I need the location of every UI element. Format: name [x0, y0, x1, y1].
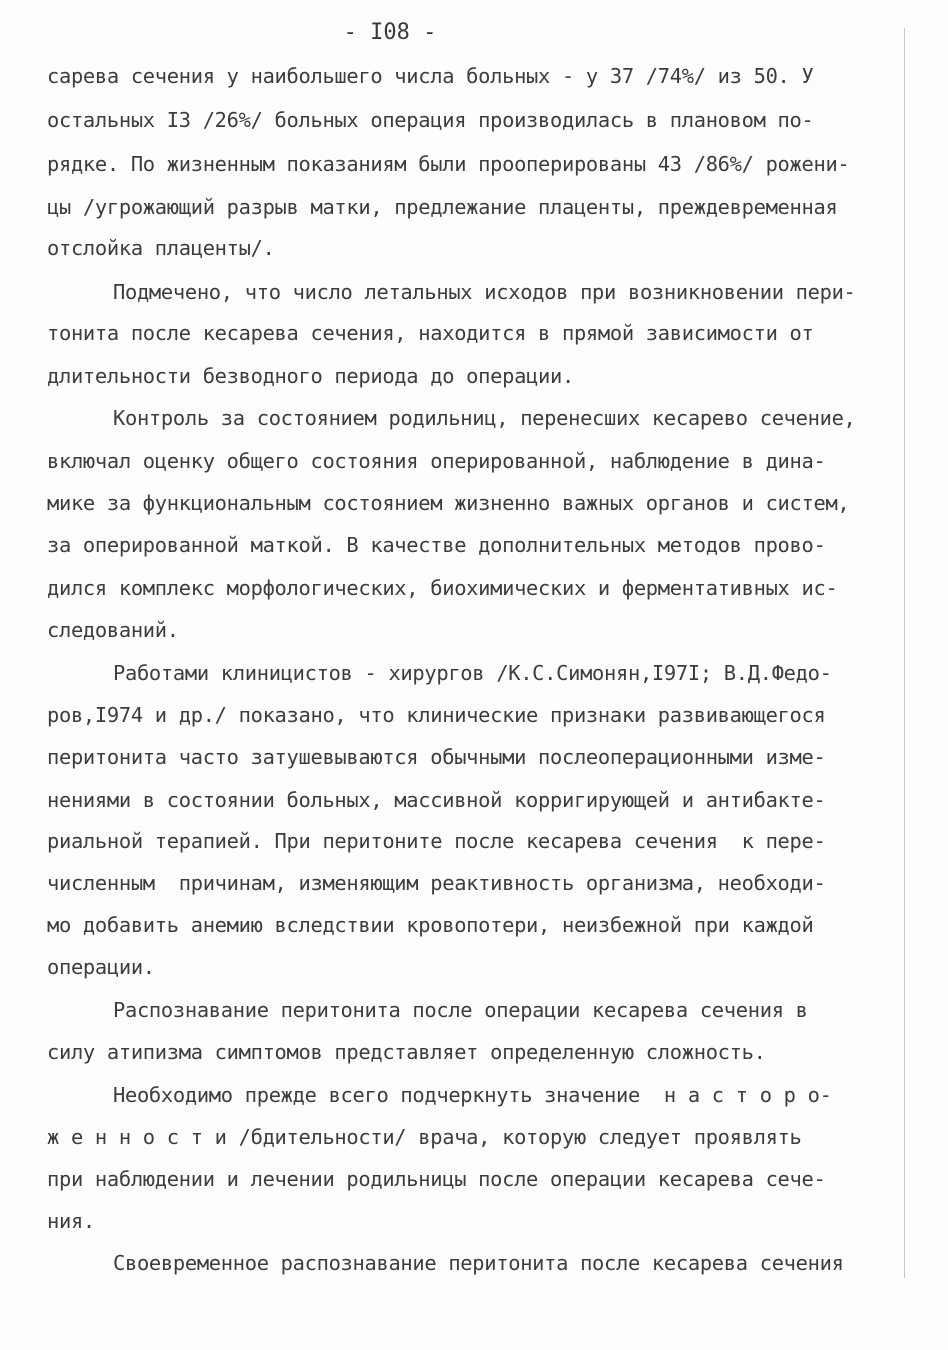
- text-line: при наблюдении и лечении родильницы после операции кесарева сече-: [47, 1167, 826, 1191]
- text-line: численным причинам, изменяющим реактивность организма, необходи-: [47, 871, 826, 895]
- text-line: отслойка плаценты/.: [47, 236, 275, 260]
- text-line: включал оценку общего состояния оперированной, наблюдение в дина-: [47, 449, 826, 473]
- text-line: дился комплекс морфологических, биохимических и ферментативных ис-: [47, 576, 838, 600]
- text-line: Своевременное распознавание перитонита после кесарева сечения: [113, 1251, 844, 1275]
- text-line: операции.: [47, 955, 155, 979]
- text-line: цы /угрожающий разрыв матки, предлежание плаценты, преждевременная: [47, 195, 838, 219]
- text-line: остальных I3 /26%/ больных операция производилась в плановом по-: [47, 108, 814, 132]
- text-line: мике за функциональным состоянием жизненно важных органов и систем,: [47, 491, 850, 515]
- text-line: ния.: [47, 1209, 95, 1233]
- text-line: Распознавание перитонита после операции кесарева сечения в: [113, 998, 808, 1022]
- text-line: Контроль за состоянием родильниц, перенесших кесарево сечение,: [113, 406, 856, 430]
- text-line: рядке. По жизненным показаниям были прооперированы 43 /86%/ рожени-: [47, 152, 850, 176]
- text-line: за оперированной маткой. В качестве дополнительных методов прово-: [47, 533, 826, 557]
- text-line: нениями в состоянии больных, массивной корригирующей и антибакте-: [47, 788, 826, 812]
- page-edge-line: [904, 28, 905, 1278]
- text-line: риальной терапией. При перитоните после кесарева сечения к пере-: [47, 829, 826, 853]
- page-number: - I08 -: [343, 20, 437, 45]
- text-line: Подмечено, что число летальных исходов при возникновении пери-: [113, 280, 856, 304]
- text-line: Необходимо прежде всего подчеркнуть значение н а с т о р о-: [113, 1083, 832, 1107]
- text-line: сарева сечения у наибольшего числа больных - у 37 /74%/ из 50. У: [47, 64, 814, 88]
- text-line: тонита после кесарева сечения, находится в прямой зависимости от: [47, 321, 814, 345]
- text-line: Работами клиницистов - хирургов /К.С.Симонян,I97I; В.Д.Федо-: [113, 661, 832, 685]
- text-line: ж е н н о с т и /бдительности/ врача, которую следует проявлять: [47, 1125, 802, 1149]
- text-line: ров,I974 и др./ показано, что клинические признаки развивающегося: [47, 703, 826, 727]
- text-line: мо добавить анемию вследствии кровопотери, неизбежной при каждой: [47, 913, 814, 937]
- text-line: силу атипизма симптомов представляет определенную сложность.: [47, 1040, 766, 1064]
- text-line: длительности безводного периода до операции.: [47, 364, 574, 388]
- text-line: следований.: [47, 618, 179, 642]
- text-line: перитонита часто затушевываются обычными послеоперационными изме-: [47, 745, 826, 769]
